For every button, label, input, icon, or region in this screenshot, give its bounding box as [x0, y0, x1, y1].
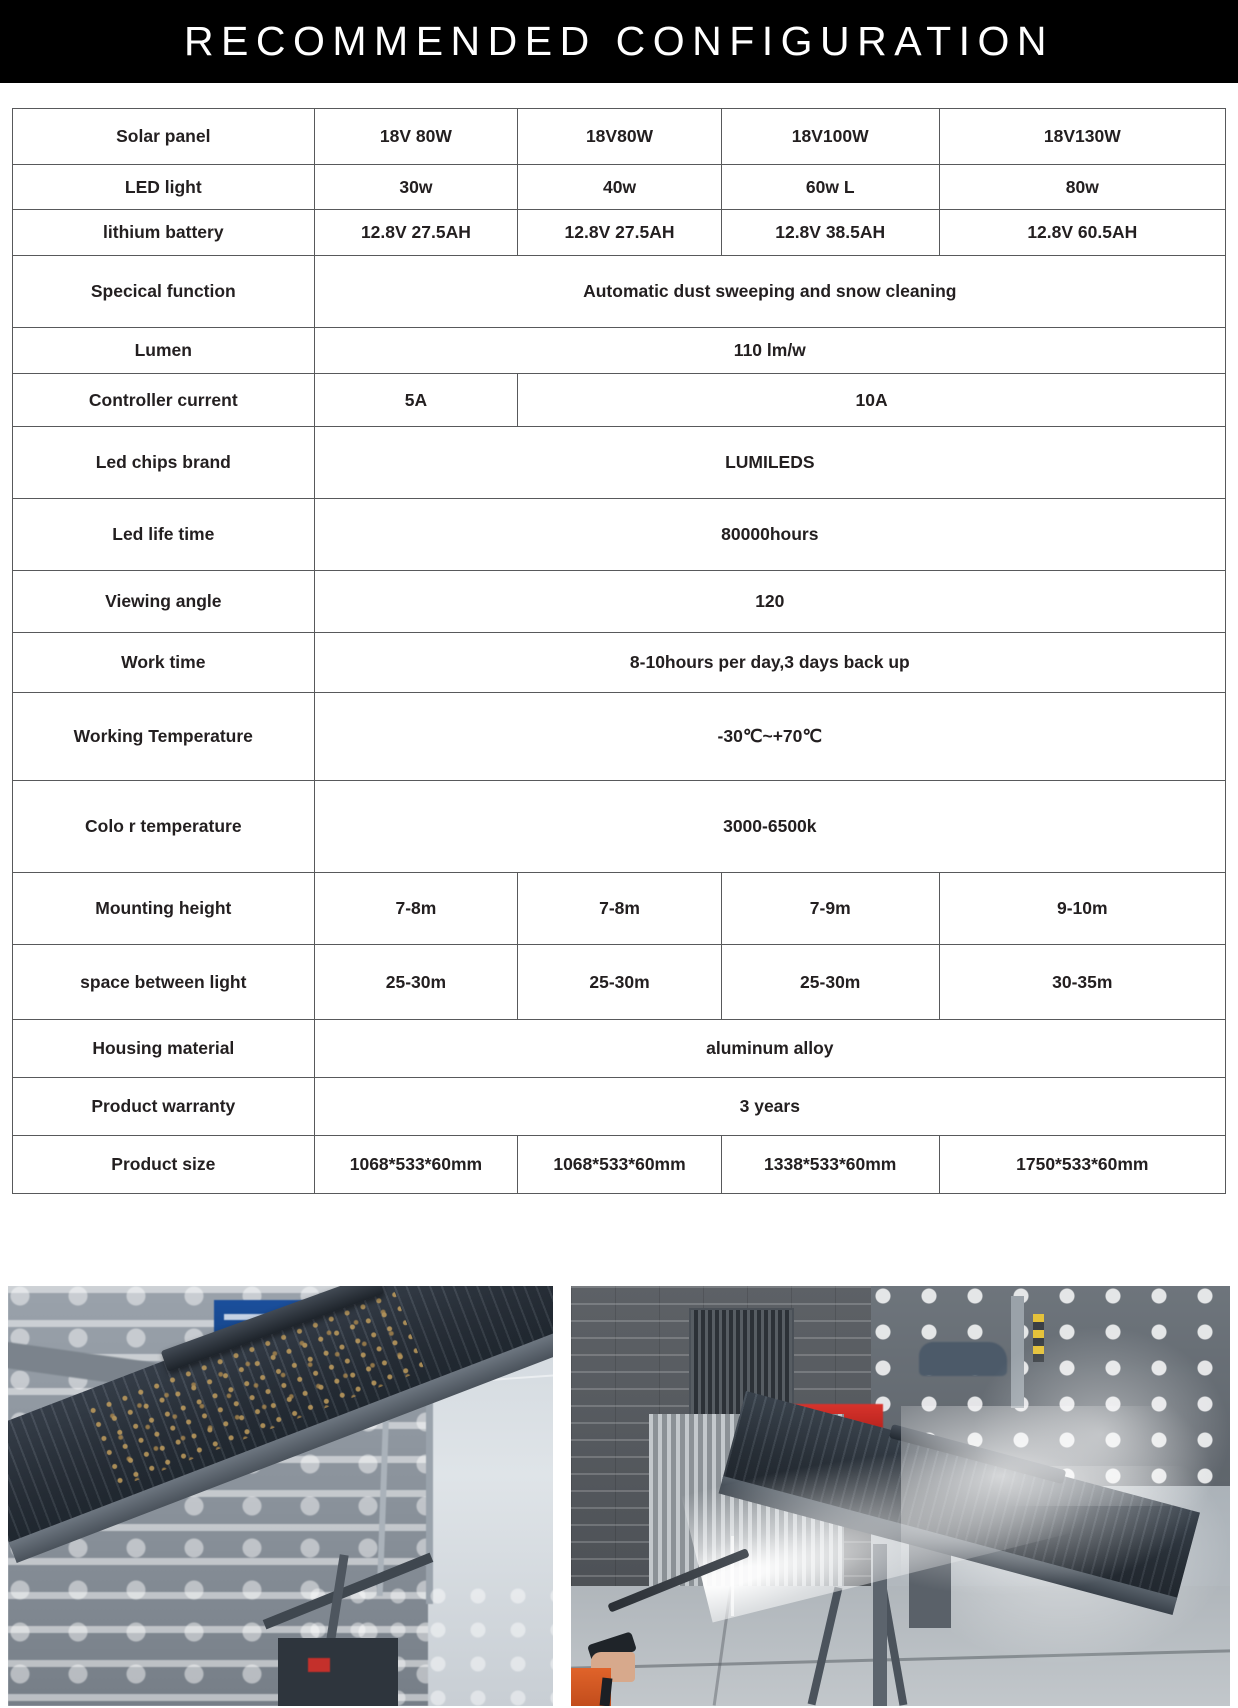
table-row: [13, 499, 1226, 571]
row-value: 1068*533*60mm: [518, 1136, 722, 1194]
row-value: 3 years: [314, 1078, 1225, 1136]
row-value: 10A: [518, 374, 1226, 427]
row-value: Automatic dust sweeping and snow cleaning: [314, 256, 1225, 328]
row-value: 9-10m: [939, 873, 1225, 945]
row-value: 25-30m: [518, 945, 722, 1020]
product-photo-water-cleaning: [571, 1286, 1230, 1706]
row-label: Lumen: [13, 328, 315, 374]
row-value: 12.8V 38.5AH: [721, 210, 939, 256]
water-drip: [731, 1536, 734, 1616]
row-label: Mounting height: [13, 873, 315, 945]
page-header-banner: [0, 0, 1238, 83]
table-row: [13, 873, 1226, 945]
row-label: Product size: [13, 1136, 315, 1194]
row-label: Led chips brand: [13, 427, 315, 499]
table-row: [13, 256, 1226, 328]
table-row: [13, 427, 1226, 499]
row-value: 5A: [314, 374, 518, 427]
row-label: lithium battery: [13, 210, 315, 256]
spec-table-wrapper: [0, 83, 1238, 1194]
page-title: RECOMMENDED CONFIGURATION: [183, 18, 1055, 64]
table-row: [13, 1078, 1226, 1136]
row-value: 80000hours: [314, 499, 1225, 571]
row-value: 18V 80W: [314, 109, 518, 165]
row-label: LED light: [13, 165, 315, 210]
row-value: 12.8V 60.5AH: [939, 210, 1225, 256]
table-row: [13, 1020, 1226, 1078]
row-value: 18V80W: [518, 109, 722, 165]
row-value: -30℃~+70℃: [314, 693, 1225, 781]
row-label: Solar panel: [13, 109, 315, 165]
row-label: Product warranty: [13, 1078, 315, 1136]
row-label: space between light: [13, 945, 315, 1020]
table-row: [13, 571, 1226, 633]
table-row: [13, 210, 1226, 256]
row-value: aluminum alloy: [314, 1020, 1225, 1078]
product-photo-gallery: [0, 1286, 1238, 1708]
table-row: [13, 945, 1226, 1020]
row-label: Led life time: [13, 499, 315, 571]
street-light-pole: [873, 1544, 887, 1706]
product-photo-dust-sweeping: [8, 1286, 553, 1706]
row-label: Colo r temperature: [13, 781, 315, 873]
spec-table-body: [13, 109, 1226, 1194]
row-value: 12.8V 27.5AH: [314, 210, 518, 256]
row-value: 80w: [939, 165, 1225, 210]
table-row: [13, 374, 1226, 427]
row-label: Specical function: [13, 256, 315, 328]
row-value: 1338*533*60mm: [721, 1136, 939, 1194]
row-value: 30-35m: [939, 945, 1225, 1020]
table-row: [13, 693, 1226, 781]
row-value: 18V100W: [721, 109, 939, 165]
row-label: Housing material: [13, 1020, 315, 1078]
row-value: 60w L: [721, 165, 939, 210]
row-label: Working Temperature: [13, 693, 315, 781]
row-value: 1068*533*60mm: [314, 1136, 518, 1194]
row-value: LUMILEDS: [314, 427, 1225, 499]
row-value: 7-8m: [518, 873, 722, 945]
row-label: Controller current: [13, 374, 315, 427]
table-row: [13, 165, 1226, 210]
table-row: [13, 781, 1226, 873]
row-value: 18V130W: [939, 109, 1225, 165]
row-value: 1750*533*60mm: [939, 1136, 1225, 1194]
equipment-box: [278, 1638, 398, 1706]
row-value: 25-30m: [721, 945, 939, 1020]
row-value: 120: [314, 571, 1225, 633]
water-mist: [971, 1326, 1230, 1506]
row-value: 8-10hours per day,3 days back up: [314, 633, 1225, 693]
row-value: 7-8m: [314, 873, 518, 945]
row-value: 30w: [314, 165, 518, 210]
row-value: 40w: [518, 165, 722, 210]
specification-table: [12, 108, 1226, 1194]
row-value: 7-9m: [721, 873, 939, 945]
row-value: 12.8V 27.5AH: [518, 210, 722, 256]
row-value: 25-30m: [314, 945, 518, 1020]
row-value: 3000-6500k: [314, 781, 1225, 873]
table-row: [13, 109, 1226, 165]
row-label: Viewing angle: [13, 571, 315, 633]
row-label: Work time: [13, 633, 315, 693]
table-row: [13, 633, 1226, 693]
row-value: 110 lm/w: [314, 328, 1225, 374]
table-row: [13, 328, 1226, 374]
table-row: [13, 1136, 1226, 1194]
red-marker: [308, 1658, 330, 1672]
